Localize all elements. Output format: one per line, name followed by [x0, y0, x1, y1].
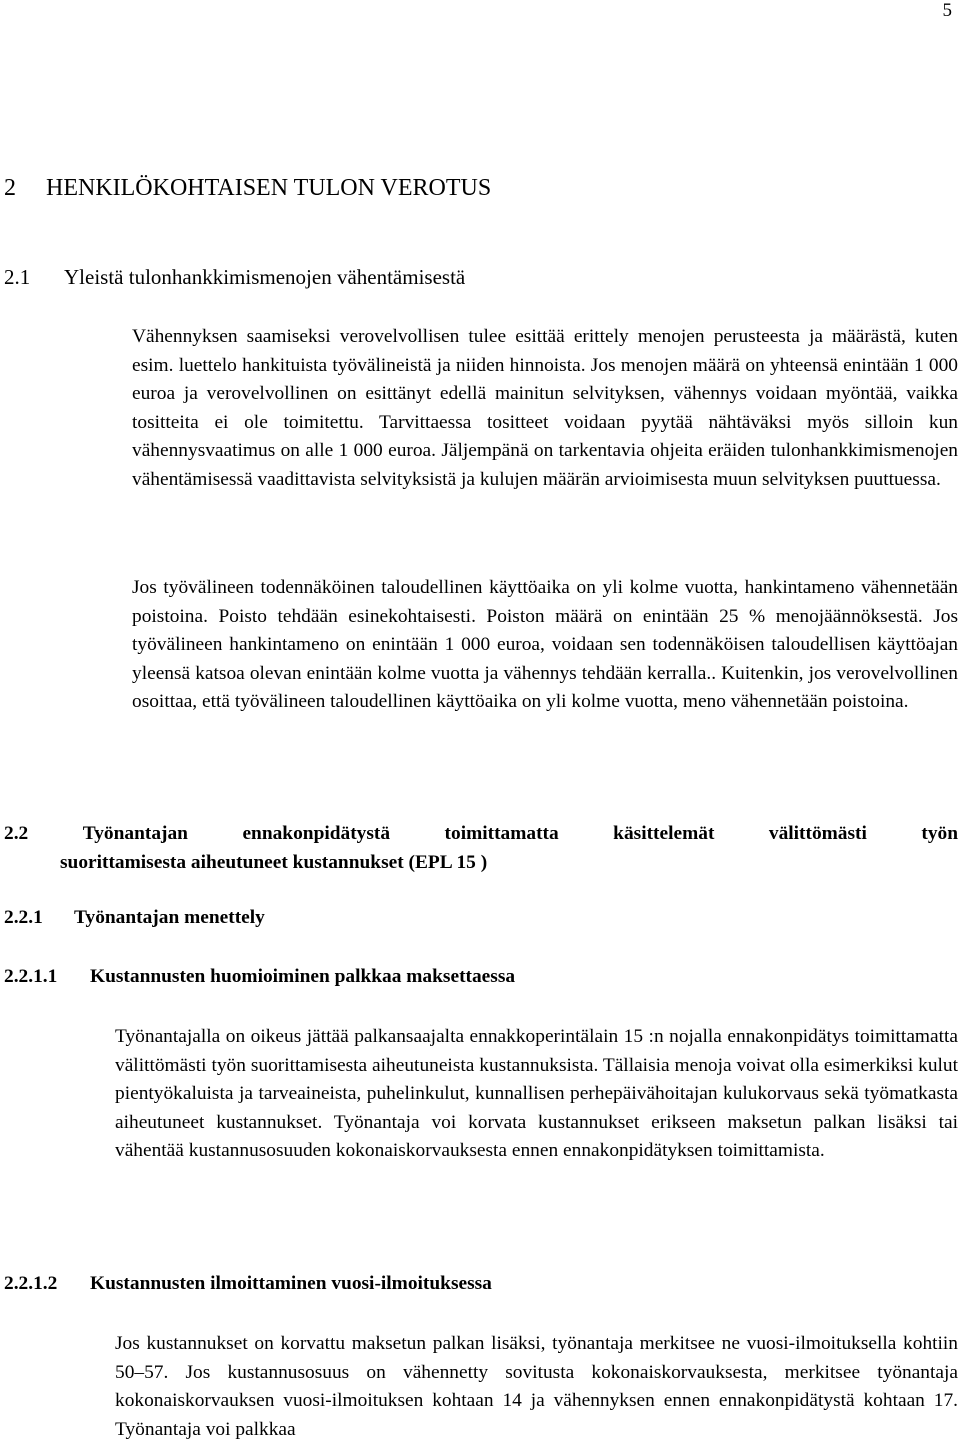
section-2-2-word: Työnantajan	[82, 823, 188, 844]
chapter-heading	[4, 172, 491, 204]
section-2-2-word: ennakonpidätystä	[242, 823, 391, 844]
paragraph-2: Jos työvälineen todennäköinen taloudellinen käyttöaika on yli kolme vuotta, hankintameno vähennetään poistoina. Poisto tehdään esinekohtaisesti. Poiston määrä on enintään 25 % menojäännöksestä. Jos työvälineen hankintameno on enintään 1 000 euroa, voidaan sen todennäköisen taloudellisen käyttöajan yleensä katsoa olevan enintään kolme vuotta ja vähennys tehdään kerralla.. Kuitenkin, jos verovelvollinen osoittaa, että työvälineen taloudellinen käyttöaika on yli kolme vuotta, meno vähennetään poistoina.	[132, 577, 958, 713]
chapter-title: HENKILÖKOHTAISEN TULON VEROTUS	[46, 175, 492, 201]
paragraph-1: Vähennyksen saamiseksi verovelvollisen tulee esittää erittely menojen perusteesta ja määrästä, kuten esim. luettelo hankituista työvälineistä ja niiden hinnoista. Jos menojen määrä on yhteensä enintään 1 000 euroa ja verovelvollinen on esittänyt edellä mainitun selvityksen, vähennys voidaan myöntää, vaikka tositteita ei ole toimitettu. Tarvittaessa tositteet voidaan pyytää nähtäväksi myös silloin kun vähennysvaatimus on alle 1 000 euroa. Jäljempänä on tarkentavia ohjeita eräiden tulonhankkimismenojen vähentämisessä vaadittavista selvityksistä ja kulujen määrän arvioimisesta muun selvityksen puuttuessa.	[132, 326, 958, 490]
section-2-2-1-1-heading	[4, 963, 515, 992]
section-2-2-word: käsittelemät	[613, 823, 715, 844]
section-2-2-1-number: 2.2.1	[4, 907, 43, 928]
section-2-2-1-title: Työnantajan menettely	[74, 907, 265, 928]
section-2-2-number: 2.2	[4, 823, 29, 844]
section-2-1-heading	[4, 263, 465, 291]
chapter-number: 2	[4, 175, 16, 201]
section-2-2-word: toimittamatta	[444, 823, 559, 844]
section-2-2-heading	[4, 820, 958, 877]
page-number: 5	[942, 0, 952, 21]
paragraph-3: Työnantajalla on oikeus jättää palkansaajalta ennakkoperintälain 15 :n nojalla ennakonpidätys toimittamatta välittömästi työn suorittamisesta aiheutuneista kustannuksista. Tällaisia menoja voivat olla esimerkiksi kulut pientyökaluista ja tarveaineista, puhelinkulut, kunnallisen perhepäivähoitajan kulukorvaus sekä työmatkasta aiheutuneet kustannukset. Työnantaja voi korvata kustannukset erikseen maksetun palkan lisäksi tai vähentää kustannusosuuden kokonaiskorvauksesta ennen ennakonpidätyksen toimittamista.	[115, 1026, 958, 1162]
section-2-2-1-1-number: 2.2.1.1	[4, 966, 58, 987]
section-2-2-1-2-title: Kustannusten ilmoittaminen vuosi-ilmoituksessa	[90, 1273, 492, 1294]
section-2-2-1-1-title: Kustannusten huomioiminen palkkaa maksettaessa	[90, 966, 516, 987]
section-2-2-heading-line-1	[4, 820, 958, 849]
paragraph-4: Jos kustannukset on korvattu maksetun palkan lisäksi, työnantaja merkitsee ne vuosi-ilmoituksella kohtiin 50–57. Jos kustannusosuus on vähennetty sovitusta kokonaiskorvauksesta, merkitsee työnantaja kokonaiskorvauksen vuosi-ilmoituksen kohtaan 14 ja vähennyksen ennen ennakonpidätystä kohtaan 17. Työnantaja voi palkkaa	[115, 1333, 958, 1440]
section-2-1-title: Yleistä tulonhankkimismenojen vähentämisestä	[64, 265, 466, 289]
section-2-1-number: 2.1	[4, 265, 31, 289]
section-2-2-1-2-number: 2.2.1.2	[4, 1273, 58, 1294]
section-2-2-word: välittömästi	[768, 823, 867, 844]
section-2-2-1-2-heading	[4, 1270, 492, 1299]
section-2-2-heading-line-2: suorittamisesta aiheutuneet kustannukset (EPL 15 )	[60, 851, 488, 873]
section-2-2-word: työn	[921, 823, 958, 844]
section-2-2-1-heading	[4, 904, 265, 933]
